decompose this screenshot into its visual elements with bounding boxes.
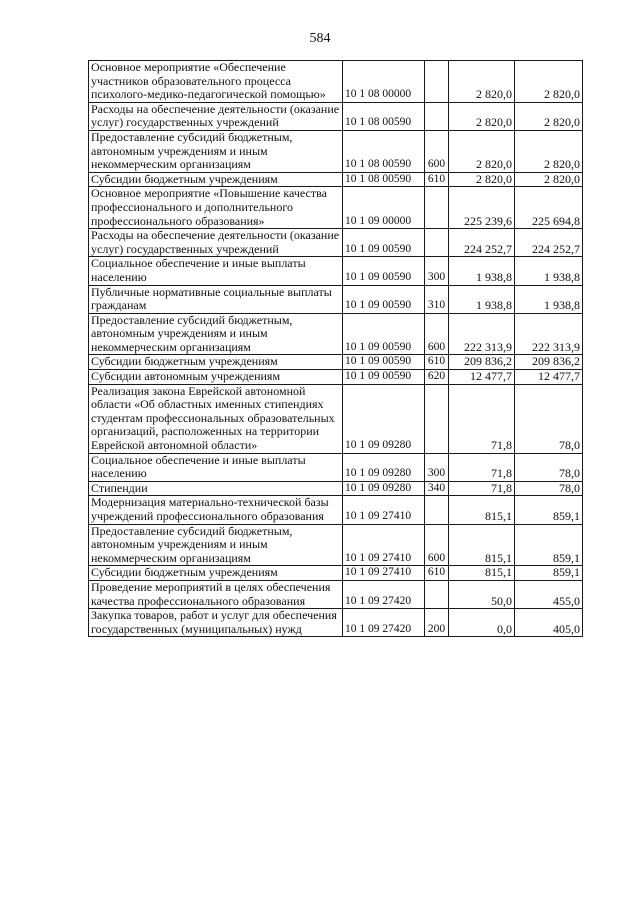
item-name-cell: Субсидии бюджетным учреждениям	[89, 355, 343, 370]
table-row	[89, 61, 583, 103]
item-name-cell: Публичные нормативные социальные выплаты гражданам	[89, 285, 343, 313]
budget-table	[88, 60, 583, 637]
amount-year1-cell: 225 239,6	[449, 187, 515, 229]
table-row	[89, 313, 583, 355]
expense-type-cell: 300	[425, 453, 449, 481]
expense-type-cell	[425, 496, 449, 524]
target-code-cell: 10 1 09 00590	[343, 229, 425, 257]
amount-year2-cell: 2 820,0	[515, 172, 583, 187]
item-name-cell: Социальное обеспечение и иные выплаты населению	[89, 257, 343, 285]
amount-year2-cell: 859,1	[515, 524, 583, 566]
expense-type-cell	[425, 229, 449, 257]
budget-table-body	[89, 61, 583, 637]
table-row	[89, 481, 583, 496]
amount-year1-cell: 815,1	[449, 566, 515, 581]
table-row	[89, 172, 583, 187]
target-code-cell: 10 1 09 00590	[343, 257, 425, 285]
amount-year2-cell: 859,1	[515, 496, 583, 524]
amount-year1-cell: 2 820,0	[449, 172, 515, 187]
amount-year2-cell: 1 938,8	[515, 285, 583, 313]
expense-type-cell: 620	[425, 370, 449, 385]
item-name-cell: Основное мероприятие «Повышение качества профессионального и дополнительного профессионального образования»	[89, 187, 343, 229]
table-row	[89, 285, 583, 313]
item-name-cell: Предоставление субсидий бюджетным, автономным учреждениям и иным некоммерческим организациям	[89, 130, 343, 172]
target-code-cell: 10 1 09 09280	[343, 481, 425, 496]
amount-year2-cell: 2 820,0	[515, 130, 583, 172]
item-name-cell: Социальное обеспечение и иные выплаты населению	[89, 453, 343, 481]
amount-year2-cell: 209 836,2	[515, 355, 583, 370]
amount-year1-cell: 1 938,8	[449, 257, 515, 285]
amount-year2-cell: 12 477,7	[515, 370, 583, 385]
amount-year1-cell: 71,8	[449, 384, 515, 453]
amount-year2-cell: 78,0	[515, 384, 583, 453]
amount-year2-cell: 1 938,8	[515, 257, 583, 285]
item-name-cell: Закупка товаров, работ и услуг для обеспечения государственных (муниципальных) нужд	[89, 609, 343, 637]
amount-year2-cell: 455,0	[515, 580, 583, 608]
item-name-cell: Субсидии бюджетным учреждениям	[89, 172, 343, 187]
table-row	[89, 229, 583, 257]
target-code-cell: 10 1 09 27420	[343, 580, 425, 608]
amount-year2-cell: 222 313,9	[515, 313, 583, 355]
amount-year2-cell: 78,0	[515, 481, 583, 496]
item-name-cell: Расходы на обеспечение деятельности (оказание услуг) государственных учреждений	[89, 102, 343, 130]
amount-year2-cell: 224 252,7	[515, 229, 583, 257]
expense-type-cell: 600	[425, 524, 449, 566]
item-name-cell: Предоставление субсидий бюджетным, автономным учреждениям и иным некоммерческим организациям	[89, 524, 343, 566]
amount-year1-cell: 2 820,0	[449, 102, 515, 130]
amount-year1-cell: 2 820,0	[449, 130, 515, 172]
item-name-cell: Стипендии	[89, 481, 343, 496]
table-row	[89, 384, 583, 453]
table-row	[89, 130, 583, 172]
target-code-cell: 10 1 09 27420	[343, 609, 425, 637]
table-row	[89, 580, 583, 608]
table-row	[89, 257, 583, 285]
table-row	[89, 355, 583, 370]
table-row	[89, 609, 583, 637]
target-code-cell: 10 1 09 00590	[343, 355, 425, 370]
amount-year1-cell: 50,0	[449, 580, 515, 608]
target-code-cell: 10 1 08 00000	[343, 61, 425, 103]
target-code-cell: 10 1 08 00590	[343, 130, 425, 172]
item-name-cell: Проведение мероприятий в целях обеспечения качества профессионального образования	[89, 580, 343, 608]
target-code-cell: 10 1 09 00590	[343, 370, 425, 385]
item-name-cell: Субсидии бюджетным учреждениям	[89, 566, 343, 581]
amount-year1-cell: 0,0	[449, 609, 515, 637]
table-row	[89, 453, 583, 481]
target-code-cell: 10 1 08 00590	[343, 102, 425, 130]
amount-year1-cell: 224 252,7	[449, 229, 515, 257]
amount-year1-cell: 815,1	[449, 524, 515, 566]
expense-type-cell: 310	[425, 285, 449, 313]
target-code-cell: 10 1 09 00000	[343, 187, 425, 229]
item-name-cell: Реализация закона Еврейской автономной области «Об областных именных стипендиях студентам профессиональных образовательных организаций, расположенных на территории Еврейской автономной области»	[89, 384, 343, 453]
target-code-cell: 10 1 09 27410	[343, 524, 425, 566]
amount-year1-cell: 2 820,0	[449, 61, 515, 103]
target-code-cell: 10 1 09 00590	[343, 285, 425, 313]
amount-year2-cell: 859,1	[515, 566, 583, 581]
expense-type-cell: 610	[425, 355, 449, 370]
target-code-cell: 10 1 09 09280	[343, 453, 425, 481]
target-code-cell: 10 1 08 00590	[343, 172, 425, 187]
amount-year2-cell: 225 694,8	[515, 187, 583, 229]
target-code-cell: 10 1 09 27410	[343, 566, 425, 581]
table-row	[89, 566, 583, 581]
expense-type-cell: 610	[425, 566, 449, 581]
amount-year1-cell: 12 477,7	[449, 370, 515, 385]
item-name-cell: Основное мероприятие «Обеспечение участников образовательного процесса психолого-медико-педагогической помощью»	[89, 61, 343, 103]
amount-year1-cell: 71,8	[449, 481, 515, 496]
expense-type-cell: 340	[425, 481, 449, 496]
amount-year2-cell: 2 820,0	[515, 61, 583, 103]
expense-type-cell: 600	[425, 313, 449, 355]
expense-type-cell: 600	[425, 130, 449, 172]
expense-type-cell: 300	[425, 257, 449, 285]
page-number: 584	[309, 31, 331, 46]
item-name-cell: Расходы на обеспечение деятельности (оказание услуг) государственных учреждений	[89, 229, 343, 257]
expense-type-cell	[425, 580, 449, 608]
expense-type-cell	[425, 187, 449, 229]
table-row	[89, 187, 583, 229]
expense-type-cell: 200	[425, 609, 449, 637]
item-name-cell: Предоставление субсидий бюджетным, автономным учреждениям и иным некоммерческим организациям	[89, 313, 343, 355]
amount-year1-cell: 222 313,9	[449, 313, 515, 355]
expense-type-cell: 610	[425, 172, 449, 187]
table-row	[89, 524, 583, 566]
amount-year1-cell: 1 938,8	[449, 285, 515, 313]
item-name-cell: Модернизация материально-технической базы учреждений профессионального образования	[89, 496, 343, 524]
expense-type-cell	[425, 102, 449, 130]
amount-year2-cell: 2 820,0	[515, 102, 583, 130]
target-code-cell: 10 1 09 09280	[343, 384, 425, 453]
table-row	[89, 102, 583, 130]
amount-year1-cell: 815,1	[449, 496, 515, 524]
amount-year2-cell: 78,0	[515, 453, 583, 481]
amount-year1-cell: 209 836,2	[449, 355, 515, 370]
table-row	[89, 370, 583, 385]
item-name-cell: Субсидии автономным учреждениям	[89, 370, 343, 385]
target-code-cell: 10 1 09 27410	[343, 496, 425, 524]
amount-year1-cell: 71,8	[449, 453, 515, 481]
expense-type-cell	[425, 61, 449, 103]
table-row	[89, 496, 583, 524]
expense-type-cell	[425, 384, 449, 453]
amount-year2-cell: 405,0	[515, 609, 583, 637]
target-code-cell: 10 1 09 00590	[343, 313, 425, 355]
